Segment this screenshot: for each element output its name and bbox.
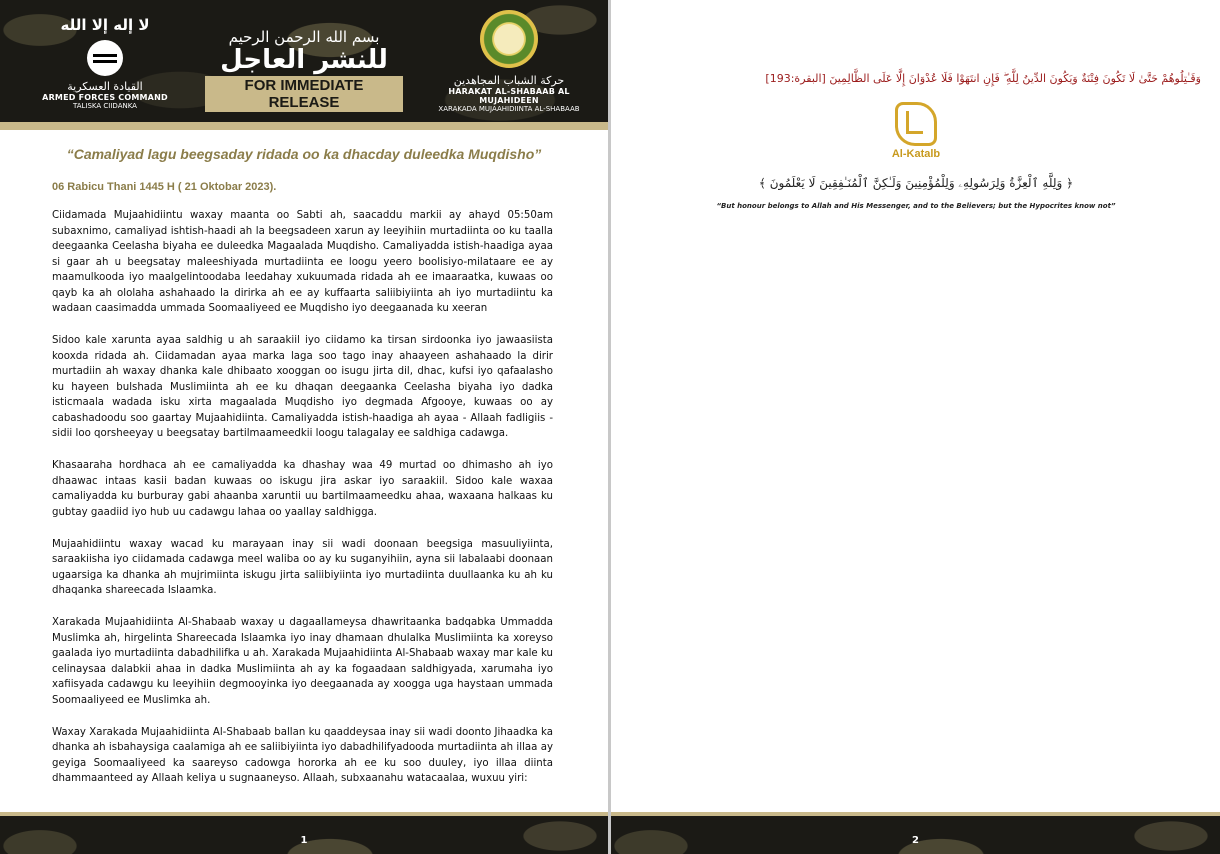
movement-somali-name: XARAKADA MUJAAHIDIINTA AL-SHABAAB [438,105,580,113]
al-katalb-mark-icon [895,102,937,146]
movement-emblem-icon [480,10,538,68]
paragraph: Xarakada Mujaahidiinta Al-Shabaab waxay u dagaallameysa dhawritaanka badqabka Ummadda Muslimka ah, hirgelinta Shareecada Islaamka iyo inay dhamaan dhulalka Muslimiinta ka xoreyso gaalada iyo murtadiinta dabadhilifka u ah. Xarakada Mujaahidiinta Al-Shabaab waxay mar kale ku celinaysaa dalabkii ahaa in dadka Muslimiinta ah ay ka fogaadaan saldhigyada, xarumaha iyo xafiisyada cadawgu ku leeyihiin degmooyinka iyo deegaanada ay xoogga uga haystaan ummada Soomaaliyeed ee Muslimka ah. [52,617,553,706]
page-number: 2 [912,835,919,846]
basmala-text: بسم الله الرحمن الرحيم [228,28,380,46]
armed-forces-command-brand [40,12,170,110]
paragraph: Mujaahidiintu waxay wacad ku marayaan inay sii wadi doonaan beegsiga masuuliyiinta, saraakiisha iyo ciidamada cadawga meel waliba oo ay ku suganyihiin, ayna sii labalaabi doonaan ugaarsiga ka dhanka ah mujrimiinta iskugu jirta saliibiyiinta iyo murtadiinta duullaanka ku ah ku dhaqanka shareecada Islaamka. [52,538,553,596]
al-katalb-logo [885,102,947,160]
header-divider [0,122,608,130]
movement-arabic-name: حركة الشباب المجاهدين [453,74,565,87]
page-header [0,0,608,122]
quran-verse-arabic: ﴿ وَلِلَّهِ ٱلْعِزَّةُ وَلِرَسُولِهِۦ وَلِلْمُؤْمِنِينَ وَلَـٰكِنَّ ٱلْمُنَـٰفِقِينَ لَا يَعْلَمُونَ ﴾ [758,176,1074,190]
urgent-arabic-text: للنشر العاجل [220,45,388,75]
page-footer [0,816,608,854]
paragraph: Khasaaraha hordhaca ah ee camaliyadda ka dhashay waa 49 murtad oo dhimasho ah iyo dhaawac intaas kasii badan kuwaas oo iskugu jira askar iyo saraakiil. Sidoo kale waxaa camaliyadda ku burburay gabi ahaanba xaruntii uu bartilmaameedku ahaa, waxaana halkaas ku gubtay gaadiid iyo hub uu cadawgu lahaa oo yaallay saldhigga. [52,460,553,518]
black-flag-icon [87,40,123,76]
paragraph: Sidoo kale xarunta ayaa saldhig u ah saraakiil iyo ciidamo ka tirsan sirdoonka iyo jawaasiista kooxda ridada ah. Ciidamadan ayaa marka laga soo tago inay ahaayeen ashahaado la dirir murtadiin ah waxay dhanka kale dhibaato xooggan oo isugu jirta dil, dhac, kufsi iyo qafaalasho ku hayeen bulshada Muslimiinta ah ee ku dhaqan deegaanka Ceelasha biyaha iyo dadka isticmaala wadada isku xirta magaalada Muqdisho iyo degmada Afgooye, kuwaas oo ay cabashadoodu soo gaartay Mujaahidiinta. Camaliyadda istish-haadiga ah ayaa - Allaah fadligiis - sidii loo qorsheeyay u beegsatay bartilmaameedkii loogu talagalay ee saldhiga cadawga. [52,335,553,439]
quran-verse-translation: “But honour belongs to Allah and His Messenger, and to the Believers; but the Hypocrites know not” [716,202,1116,210]
movement-english-name: HARAKAT AL-SHABAAB AL MUJAHIDEEN [448,87,570,105]
paragraph: Waxay Xarakada Mujaahidiinta Al-Shabaab ballan ku qaaddeysaa inay sii wadi doonto Jihaadka ka dhanka ah isbahaysiga caalamiga ah ee saliibiyiinta iyo dabadhilifyadooda murtadiinta ah illaa ay geyiga Soomaaliyeed ka saareyso cadowga hororka ah ee ku soo duuley, iyo illaa diinta dhammaanteed ay Allaah keliya u sugnaaneyso. Allaah, subxaanahu watacaalaa, wuxuu yiri: [52,726,553,784]
document-body [52,208,553,803]
brand-arabic-name: القيادة العسكرية [67,80,143,93]
shahada-text: لا إله إلا الله [60,16,150,34]
brand-somali-name: TALISKA CIIDANKA [73,102,137,110]
brand-english-name: ARMED FORCES COMMAND [42,93,168,102]
document-date: 06 Rabicu Thani 1445 H ( 21 Oktobar 2023). [52,181,277,193]
page-footer [611,816,1220,854]
paragraph: Ciidamada Mujaahidiintu waxay maanta oo Sabti ah, saacaddu markii ay ahayd 05:50am subaxnimo, camaliyad ishtish-haadi ah la beegsadeen xarun ay leeyihiin murtadiinta oo ku taalla deegaanka Ceelasha biyaha ee duleedka Magaalada Muqdisho. Camaliyadda istish-haadiga ayaa si gaar ah u beegsatay maleeshiyada murtadiinta ee loogu yeero boolisiyo-milataare ee ay maamulkooda iyo maalgelintoodaba leedahay xukuumada ridada ah ee imaaraatka, kuwaas oo qayb ka ah ololaha ashahaado la dirirka ah ee ay kuffaarta saliibiyiinta ah iyo murtadiintu ka wadaan caasimadda ummada Soomaaliyeed ee Muqdisho iyo deegaanada ku xeeran [52,210,553,314]
page-number: 1 [300,835,308,846]
quran-verse-top: وَقَـٰتِلُوهُمْ حَتَّىٰ لَا تَكُونَ فِتْنَةٌ وَيَكُونَ الدِّينُ لِلَّهِ ۖ فَإِنِ انتَهَوْا فَلَا عُدْوَانَ إِلَّا عَلَى الظَّالِمِينَ [البقرة:193] [765,72,1201,85]
release-banner [205,28,403,112]
release-label: FOR IMMEDIATE RELEASE [205,76,403,112]
al-katalb-name: Al-Katalb [891,148,941,160]
document-page-1 [0,0,608,854]
document-page-2 [611,0,1220,854]
document-title: “Camaliyad lagu beegsaday ridada oo ka dhacday duleedka Muqdisho” [66,146,542,162]
movement-brand [424,10,594,113]
